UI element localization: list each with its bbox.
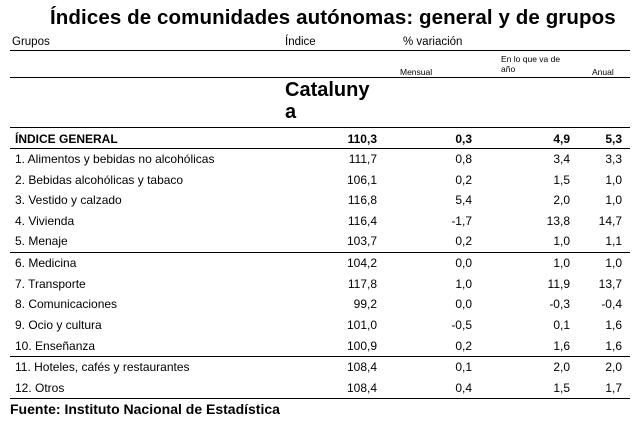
header-variacion: % variación xyxy=(403,36,463,48)
row-label: 7. Transporte xyxy=(15,277,86,291)
table-row xyxy=(0,274,639,294)
row-en-lo-que-va: 3,4 xyxy=(553,152,570,166)
header-anual: Anual xyxy=(592,67,614,77)
row-anual: 1,6 xyxy=(605,318,622,332)
row-en-lo-que-va: 1,0 xyxy=(553,256,570,270)
row-mensual: 0,3 xyxy=(455,132,472,146)
row-anual: 1,1 xyxy=(605,234,622,248)
row-mensual: 0,4 xyxy=(455,381,472,395)
row-indice: 103,7 xyxy=(346,234,377,248)
row-indice: 110,3 xyxy=(347,132,377,146)
row-anual: 1,0 xyxy=(605,173,622,187)
row-indice: 99,2 xyxy=(353,297,377,311)
rule-after-menaje xyxy=(10,252,630,253)
row-anual: 1,6 xyxy=(605,339,622,353)
row-mensual: -0,5 xyxy=(451,318,472,332)
row-en-lo-que-va: 2,0 xyxy=(553,360,570,374)
row-label: 5. Menaje xyxy=(15,234,68,248)
row-indice: 116,4 xyxy=(347,214,377,228)
row-label: 9. Ocio y cultura xyxy=(15,318,102,332)
table-row xyxy=(0,315,639,335)
row-anual: 5,3 xyxy=(605,132,622,146)
row-mensual: 0,1 xyxy=(455,360,472,374)
table-row xyxy=(0,211,639,231)
row-label: 4. Vivienda xyxy=(15,214,75,228)
row-mensual: 0,0 xyxy=(455,297,472,311)
table-row-general xyxy=(0,129,639,149)
source-note: Fuente: Instituto Nacional de Estadística xyxy=(10,401,280,417)
row-anual: -0,4 xyxy=(601,297,622,311)
row-label: 2. Bebidas alcohólicas y tabaco xyxy=(15,173,184,187)
header-en-lo-que-va: En lo que va de año xyxy=(501,54,561,74)
header-bottom-rule xyxy=(10,77,630,78)
row-en-lo-que-va: 1,0 xyxy=(553,234,570,248)
row-anual: 3,3 xyxy=(605,152,622,166)
row-indice: 117,8 xyxy=(347,277,377,291)
header-indice: Índice xyxy=(285,36,316,48)
header-bottom-rule-mensual xyxy=(399,77,469,78)
row-indice: 104,2 xyxy=(346,256,377,270)
row-anual: 1,0 xyxy=(605,193,622,207)
table-row xyxy=(0,253,639,273)
row-indice: 116,8 xyxy=(347,193,377,207)
row-mensual: 0,0 xyxy=(455,256,472,270)
table-row xyxy=(0,190,639,210)
row-indice: 101,0 xyxy=(346,318,377,332)
row-en-lo-que-va: 1,5 xyxy=(553,173,570,187)
row-indice: 108,4 xyxy=(346,381,377,395)
row-mensual: 0,2 xyxy=(455,173,472,187)
row-indice: 100,9 xyxy=(346,339,377,353)
row-en-lo-que-va: 1,6 xyxy=(553,339,570,353)
row-indice: 106,1 xyxy=(346,173,377,187)
page-title: Índices de comunidades autónomas: general y de grupos xyxy=(50,6,616,29)
row-mensual: 0,8 xyxy=(455,152,472,166)
row-label: 11. Hoteles, cafés y restaurantes xyxy=(15,360,190,374)
row-indice: 108,4 xyxy=(346,360,377,374)
row-anual: 2,0 xyxy=(605,360,622,374)
row-en-lo-que-va: 13,8 xyxy=(546,214,570,228)
row-anual: 1,7 xyxy=(605,381,622,395)
row-label: 8. Comunicaciones xyxy=(15,297,118,311)
table-bottom-rule xyxy=(10,398,630,399)
row-mensual: 1,0 xyxy=(455,277,472,291)
table-row xyxy=(0,357,639,377)
row-en-lo-que-va: 0,1 xyxy=(553,318,570,332)
row-label: 1. Alimentos y bebidas no alcohólicas xyxy=(15,152,215,166)
table-row xyxy=(0,336,639,356)
rule-after-general xyxy=(10,148,630,149)
rule-after-ensenanza xyxy=(10,356,630,357)
table-row xyxy=(0,294,639,314)
row-label: 6. Medicina xyxy=(15,256,77,270)
row-mensual: 0,2 xyxy=(455,339,472,353)
table-row xyxy=(0,231,639,251)
table-row xyxy=(0,170,639,190)
row-mensual: -1,7 xyxy=(451,214,472,228)
table-row xyxy=(0,149,639,169)
row-anual: 14,7 xyxy=(598,214,622,228)
row-label: 10. Enseñanza xyxy=(15,339,96,353)
row-anual: 13,7 xyxy=(598,277,622,291)
row-label: 3. Vestido y calzado xyxy=(15,193,122,207)
row-indice: 111,7 xyxy=(348,152,377,166)
row-en-lo-que-va: -0,3 xyxy=(549,297,570,311)
row-en-lo-que-va: 1,5 xyxy=(553,381,570,395)
row-en-lo-que-va: 4,9 xyxy=(553,132,570,146)
row-label: 12. Otros xyxy=(15,381,65,395)
row-mensual: 5,4 xyxy=(455,193,472,207)
row-label: ÍNDICE GENERAL xyxy=(15,132,118,146)
table-row xyxy=(0,378,639,398)
header-grupos: Grupos xyxy=(12,36,50,48)
section-rule-top xyxy=(10,127,630,128)
row-en-lo-que-va: 2,0 xyxy=(553,193,570,207)
header-mensual: Mensual xyxy=(400,67,433,77)
row-mensual: 0,2 xyxy=(455,234,472,248)
row-en-lo-que-va: 11,9 xyxy=(547,277,570,291)
row-anual: 1,0 xyxy=(605,256,622,270)
region-name: Cataluny a xyxy=(285,79,370,123)
header-top-rule xyxy=(10,50,630,51)
